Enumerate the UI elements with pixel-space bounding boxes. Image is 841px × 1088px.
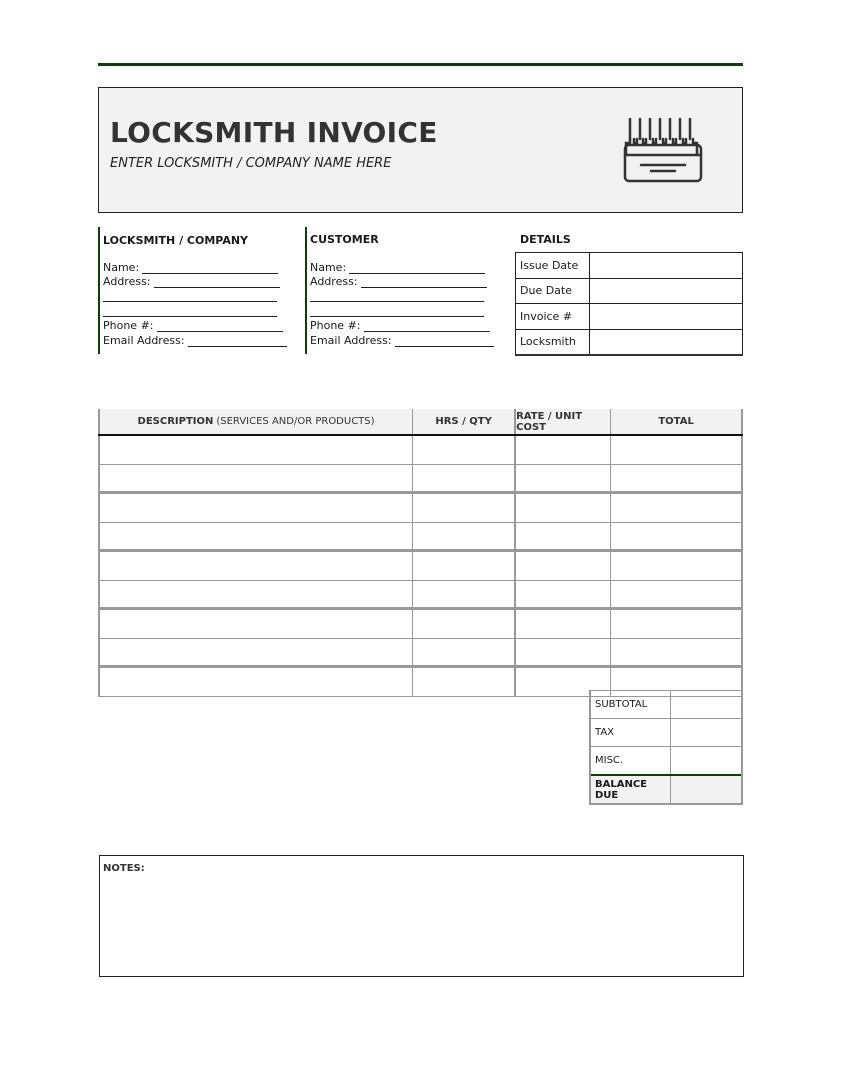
qty-cell[interactable] [412, 552, 514, 580]
table-row [98, 639, 743, 668]
locksmith-phone-field[interactable]: Phone #: [103, 319, 283, 332]
rate-cell[interactable] [514, 639, 610, 665]
description-cell[interactable] [98, 668, 412, 696]
details-table [515, 252, 743, 356]
customer-address-field[interactable]: Address: [310, 275, 487, 288]
top-accent-line [98, 63, 743, 66]
table-row [98, 494, 743, 523]
customer-info-section [305, 227, 507, 354]
total-cell[interactable] [610, 610, 743, 638]
locksmith-info-section [98, 227, 300, 354]
notes-label: NOTES: [103, 863, 145, 874]
qty-column-header: HRS / QTY [412, 409, 514, 434]
locksmith-label: Locksmith [516, 329, 590, 355]
total-cell[interactable] [610, 436, 743, 464]
rate-column-header: RATE / UNIT COST [514, 409, 610, 434]
table-row [98, 465, 743, 494]
misc-label: MISC. [590, 747, 671, 776]
qty-cell[interactable] [412, 523, 514, 549]
details-row-issue-date [516, 253, 743, 279]
balance-due-label: BALANCE DUE [590, 775, 671, 804]
qty-cell[interactable] [412, 581, 514, 607]
line-items-table [98, 409, 743, 697]
company-name-placeholder[interactable]: ENTER LOCKSMITH / COMPANY NAME HERE [110, 156, 392, 171]
customer-name-field[interactable]: Name: [310, 261, 485, 274]
issue-date-value[interactable] [590, 253, 743, 279]
customer-phone-field[interactable]: Phone #: [310, 319, 490, 332]
total-column-header: TOTAL [610, 409, 743, 434]
invoice-header [98, 87, 743, 213]
description-column-header: DESCRIPTION (SERVICES AND/OR PRODUCTS) [98, 409, 412, 434]
total-cell[interactable] [610, 581, 743, 607]
subtotal-value[interactable] [671, 691, 743, 719]
total-cell[interactable] [610, 465, 743, 491]
table-row [98, 552, 743, 581]
details-row-locksmith [516, 329, 743, 355]
locksmith-heading: LOCKSMITH / COMPANY [103, 234, 249, 247]
details-row-due-date [516, 278, 743, 304]
customer-email-field[interactable]: Email Address: [310, 334, 494, 347]
description-cell[interactable] [98, 436, 412, 464]
table-row [98, 523, 743, 552]
qty-cell[interactable] [412, 668, 514, 696]
locksmith-name-field[interactable]: Name: [103, 261, 278, 274]
qty-cell[interactable] [412, 465, 514, 491]
description-cell[interactable] [98, 610, 412, 638]
total-cell[interactable] [610, 523, 743, 549]
total-cell[interactable] [610, 494, 743, 522]
locksmith-value[interactable] [590, 329, 743, 355]
lock-picks-icon [621, 113, 705, 185]
locksmith-address-field[interactable]: Address: [103, 275, 280, 288]
locksmith-email-field[interactable]: Email Address: [103, 334, 287, 347]
invoice-title: LOCKSMITH INVOICE [110, 116, 438, 149]
totals-table [589, 690, 743, 805]
description-cell[interactable] [98, 465, 412, 491]
subtotal-label: SUBTOTAL [590, 691, 671, 719]
customer-address-line-2[interactable] [310, 301, 484, 302]
description-cell[interactable] [98, 581, 412, 607]
qty-cell[interactable] [412, 494, 514, 522]
rate-cell[interactable] [514, 494, 610, 522]
locksmith-address-line-2[interactable] [103, 301, 277, 302]
balance-due-value[interactable] [671, 775, 743, 804]
rate-cell[interactable] [514, 581, 610, 607]
misc-value[interactable] [671, 747, 743, 776]
total-cell[interactable] [610, 552, 743, 580]
issue-date-label: Issue Date [516, 253, 590, 279]
rate-cell[interactable] [514, 610, 610, 638]
description-cell[interactable] [98, 494, 412, 522]
details-heading: DETAILS [520, 233, 571, 246]
rate-cell[interactable] [514, 552, 610, 580]
table-row [98, 610, 743, 639]
rate-cell[interactable] [514, 436, 610, 464]
qty-cell[interactable] [412, 610, 514, 638]
due-date-value[interactable] [590, 278, 743, 304]
description-cell[interactable] [98, 639, 412, 665]
qty-cell[interactable] [412, 639, 514, 665]
table-row [98, 581, 743, 610]
due-date-label: Due Date [516, 278, 590, 304]
rate-cell[interactable] [514, 523, 610, 549]
tax-value[interactable] [671, 719, 743, 747]
invoice-number-label: Invoice # [516, 304, 590, 330]
total-cell[interactable] [610, 639, 743, 665]
description-cell[interactable] [98, 523, 412, 549]
details-row-invoice-number [516, 304, 743, 330]
qty-cell[interactable] [412, 436, 514, 464]
table-row [98, 436, 743, 465]
notes-box[interactable] [99, 855, 744, 977]
customer-heading: CUSTOMER [310, 233, 379, 246]
locksmith-address-line-3[interactable] [103, 316, 277, 317]
invoice-number-value[interactable] [590, 304, 743, 330]
line-items-header [98, 409, 743, 436]
rate-cell[interactable] [514, 465, 610, 491]
customer-address-line-3[interactable] [310, 316, 484, 317]
tax-label: TAX [590, 719, 671, 747]
description-cell[interactable] [98, 552, 412, 580]
